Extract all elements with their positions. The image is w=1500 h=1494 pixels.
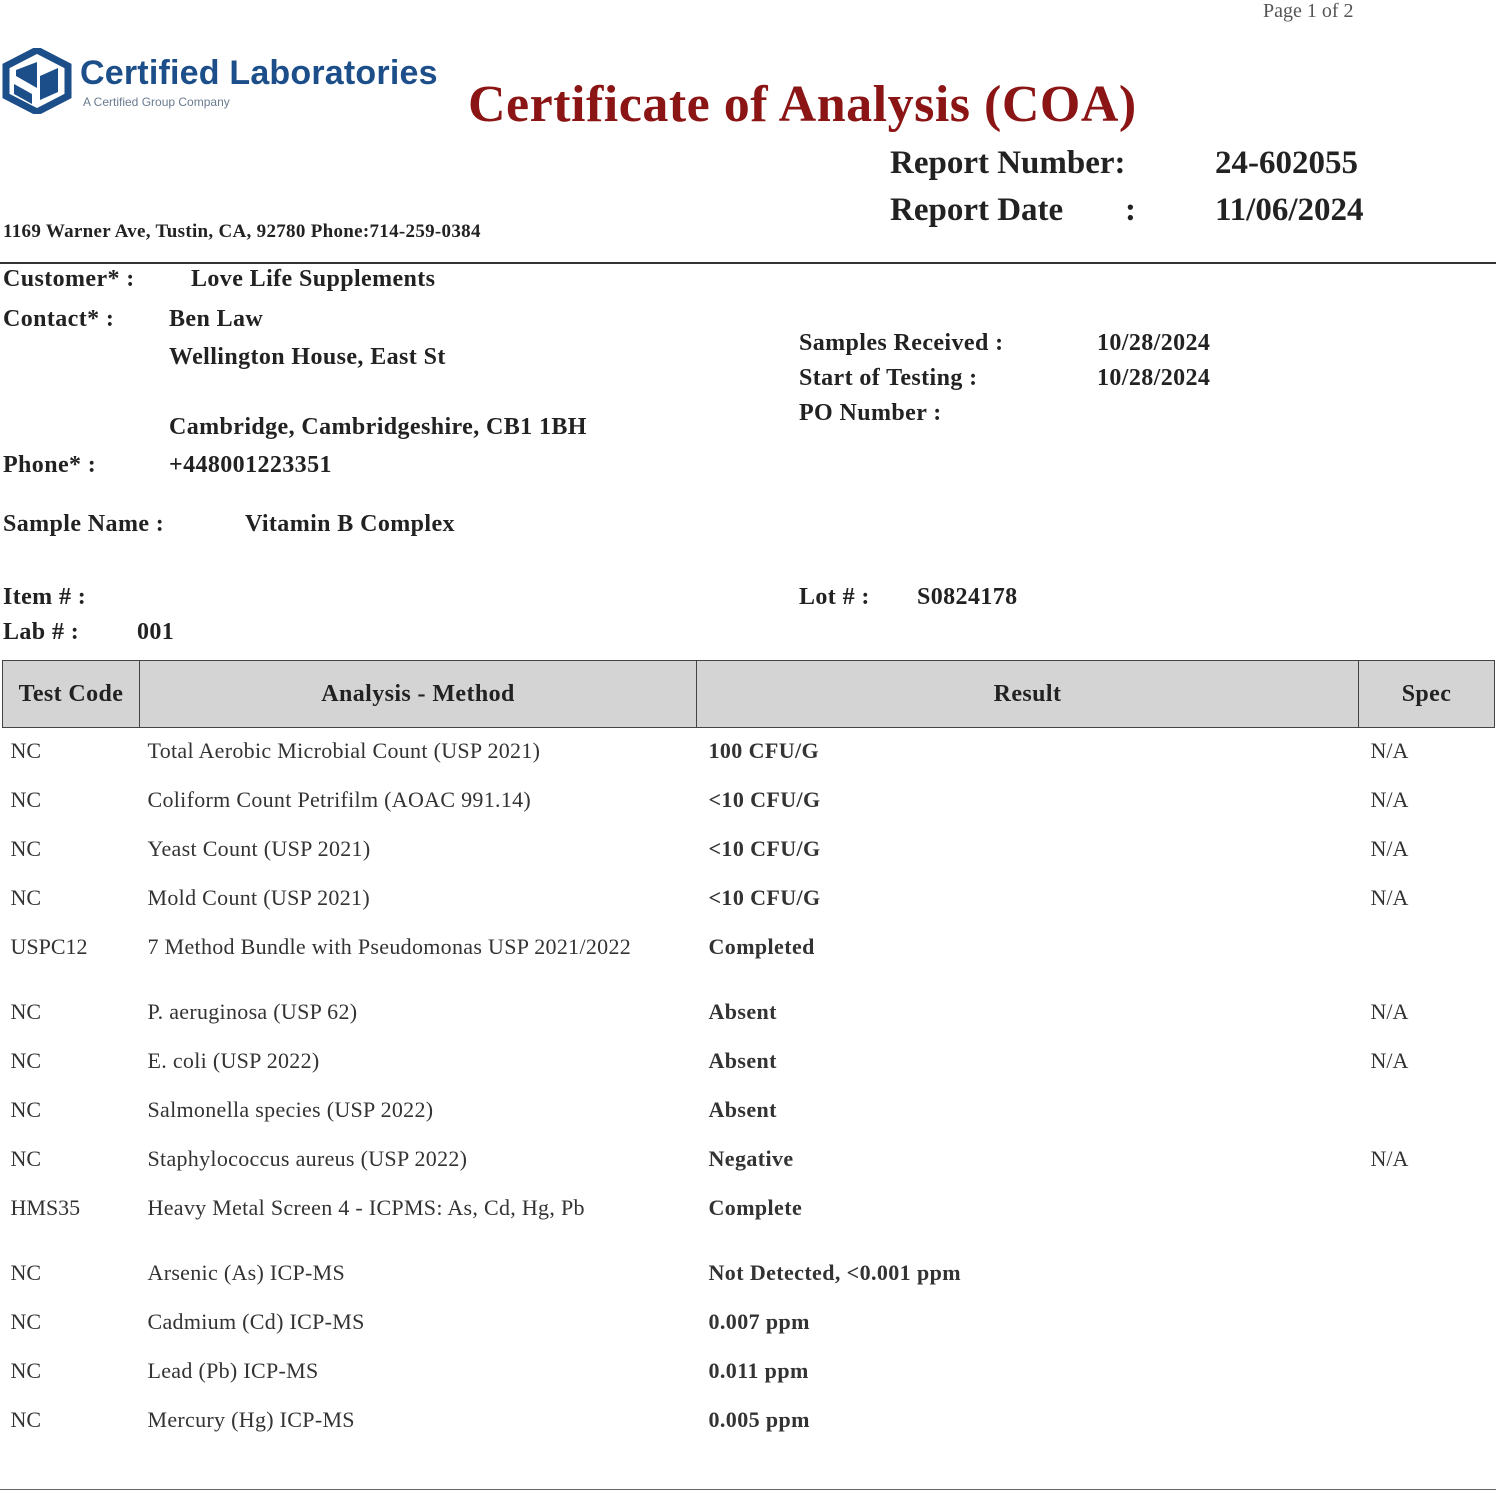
spec: N/A [1370,738,1409,763]
test-code: USPC12 [10,934,88,959]
start-testing-value: 10/28/2024 [1097,365,1211,391]
table-row [3,728,1495,778]
po-number-label: PO Number : [799,400,942,426]
spec [1359,924,1495,989]
phone-label: Phone* : [3,452,97,478]
result: Absent [708,1048,777,1073]
report-date-value: 11/06/2024 [1215,192,1364,228]
footer-divider [0,1489,1496,1490]
spec [1359,1185,1495,1250]
analysis-method: Yeast Count (USP 2021) [147,836,371,861]
test-code: NC [10,1358,42,1383]
sample-name-label: Sample Name : [3,511,165,537]
start-testing-label: Start of Testing : [799,365,978,391]
spec: N/A [1370,1048,1409,1073]
test-code: HMS35 [10,1195,81,1220]
header-result: Result [697,661,1359,728]
analysis-method: 7 Method Bundle with Pseudomonas USP 2021/2022 [147,934,632,959]
table-row [3,1136,1495,1185]
table-row [3,1038,1495,1087]
customer-value: Love Life Supplements [191,266,436,292]
analysis-method: Heavy Metal Screen 4 - ICPMS: As, Cd, Hg, Pb [147,1195,585,1220]
company-logo-tagline: A Certified Group Company [83,95,230,109]
test-code: NC [10,1146,42,1171]
result: Negative [708,1146,794,1171]
table-row [3,1299,1495,1348]
test-code: NC [10,1097,42,1122]
result: 0.007 ppm [708,1309,810,1334]
results-table [2,660,1495,1446]
company-logo-name: Certified Laboratories [80,54,438,92]
result: <10 CFU/G [708,836,821,861]
result: <10 CFU/G [708,787,821,812]
result: 100 CFU/G [708,738,820,763]
analysis-method: Cadmium (Cd) ICP-MS [147,1309,365,1334]
analysis-method: Coliform Count Petrifilm (AOAC 991.14) [147,787,532,812]
lab-number-label: Lab # : [3,619,80,645]
lab-number-value: 001 [137,619,175,645]
document-title: Certificate of Analysis (COA) [468,76,1137,133]
spec [1359,1348,1495,1397]
page-indicator: Page 1 of 2 [1263,0,1354,22]
table-row [3,1087,1495,1136]
header-test-code: Test Code [3,661,140,728]
test-code: NC [10,1260,42,1285]
test-code: NC [10,787,42,812]
header-spec: Spec [1359,661,1495,728]
analysis-method: Salmonella species (USP 2022) [147,1097,434,1122]
analysis-method: Mold Count (USP 2021) [147,885,370,910]
analysis-method: P. aeruginosa (USP 62) [147,999,358,1024]
table-header-row [3,661,1495,728]
spec: N/A [1370,885,1409,910]
table-row [3,1397,1495,1446]
spec: N/A [1370,787,1409,812]
sample-name-value: Vitamin B Complex [245,511,455,537]
spec [1359,1299,1495,1348]
header-divider [0,262,1496,264]
analysis-method: Lead (Pb) ICP-MS [147,1358,319,1383]
header-analysis-method: Analysis - Method [140,661,697,728]
result: Absent [708,1097,777,1122]
spec [1359,1397,1495,1446]
table-row [3,826,1495,875]
test-code: NC [10,999,42,1024]
table-row [3,1250,1495,1299]
analysis-method: Arsenic (As) ICP-MS [147,1260,346,1285]
samples-received-label: Samples Received : [799,330,1004,356]
table-row [3,777,1495,826]
report-date-label: Report Date [890,192,1064,228]
spec: N/A [1370,1146,1409,1171]
spec: N/A [1370,836,1409,861]
address-line-1: Wellington House, East St [169,344,446,370]
table-row [3,875,1495,924]
result: Complete [708,1195,803,1220]
spec [1359,1250,1495,1299]
test-code: NC [10,738,42,763]
contact-label: Contact* : [3,306,115,332]
report-number-value: 24-602055 [1215,145,1358,181]
test-code: NC [10,836,42,861]
company-logo-icon [2,48,72,119]
lot-number-label: Lot # : [799,584,870,610]
analysis-method: E. coli (USP 2022) [147,1048,320,1073]
analysis-method: Total Aerobic Microbial Count (USP 2021) [147,738,541,763]
test-code: NC [10,1309,42,1334]
phone-value: +448001223351 [169,452,332,478]
result: 0.011 ppm [708,1358,809,1383]
result: Not Detected, <0.001 ppm [708,1260,961,1285]
item-number-label: Item # : [3,584,87,610]
table-row [3,1348,1495,1397]
contact-value: Ben Law [169,306,264,332]
result: Completed [708,934,815,959]
lab-address: 1169 Warner Ave, Tustin, CA, 92780 Phone:714-259-0384 [3,221,481,242]
analysis-method: Mercury (Hg) ICP-MS [147,1407,355,1432]
table-row [3,989,1495,1038]
result: Absent [708,999,777,1024]
test-code: NC [10,1407,42,1432]
address-line-2: Cambridge, Cambridgeshire, CB1 1BH [169,414,587,440]
report-date-colon: : [1125,192,1136,228]
test-code: NC [10,885,42,910]
result: 0.005 ppm [708,1407,810,1432]
table-row [3,924,1495,989]
table-row [3,1185,1495,1250]
spec [1359,1087,1495,1136]
lot-number-value: S0824178 [917,584,1018,610]
test-code: NC [10,1048,42,1073]
result: <10 CFU/G [708,885,821,910]
report-number-label: Report Number: [890,145,1126,181]
samples-received-value: 10/28/2024 [1097,330,1211,356]
analysis-method: Staphylococcus aureus (USP 2022) [147,1146,468,1171]
spec: N/A [1370,999,1409,1024]
customer-label: Customer* : [3,266,135,292]
